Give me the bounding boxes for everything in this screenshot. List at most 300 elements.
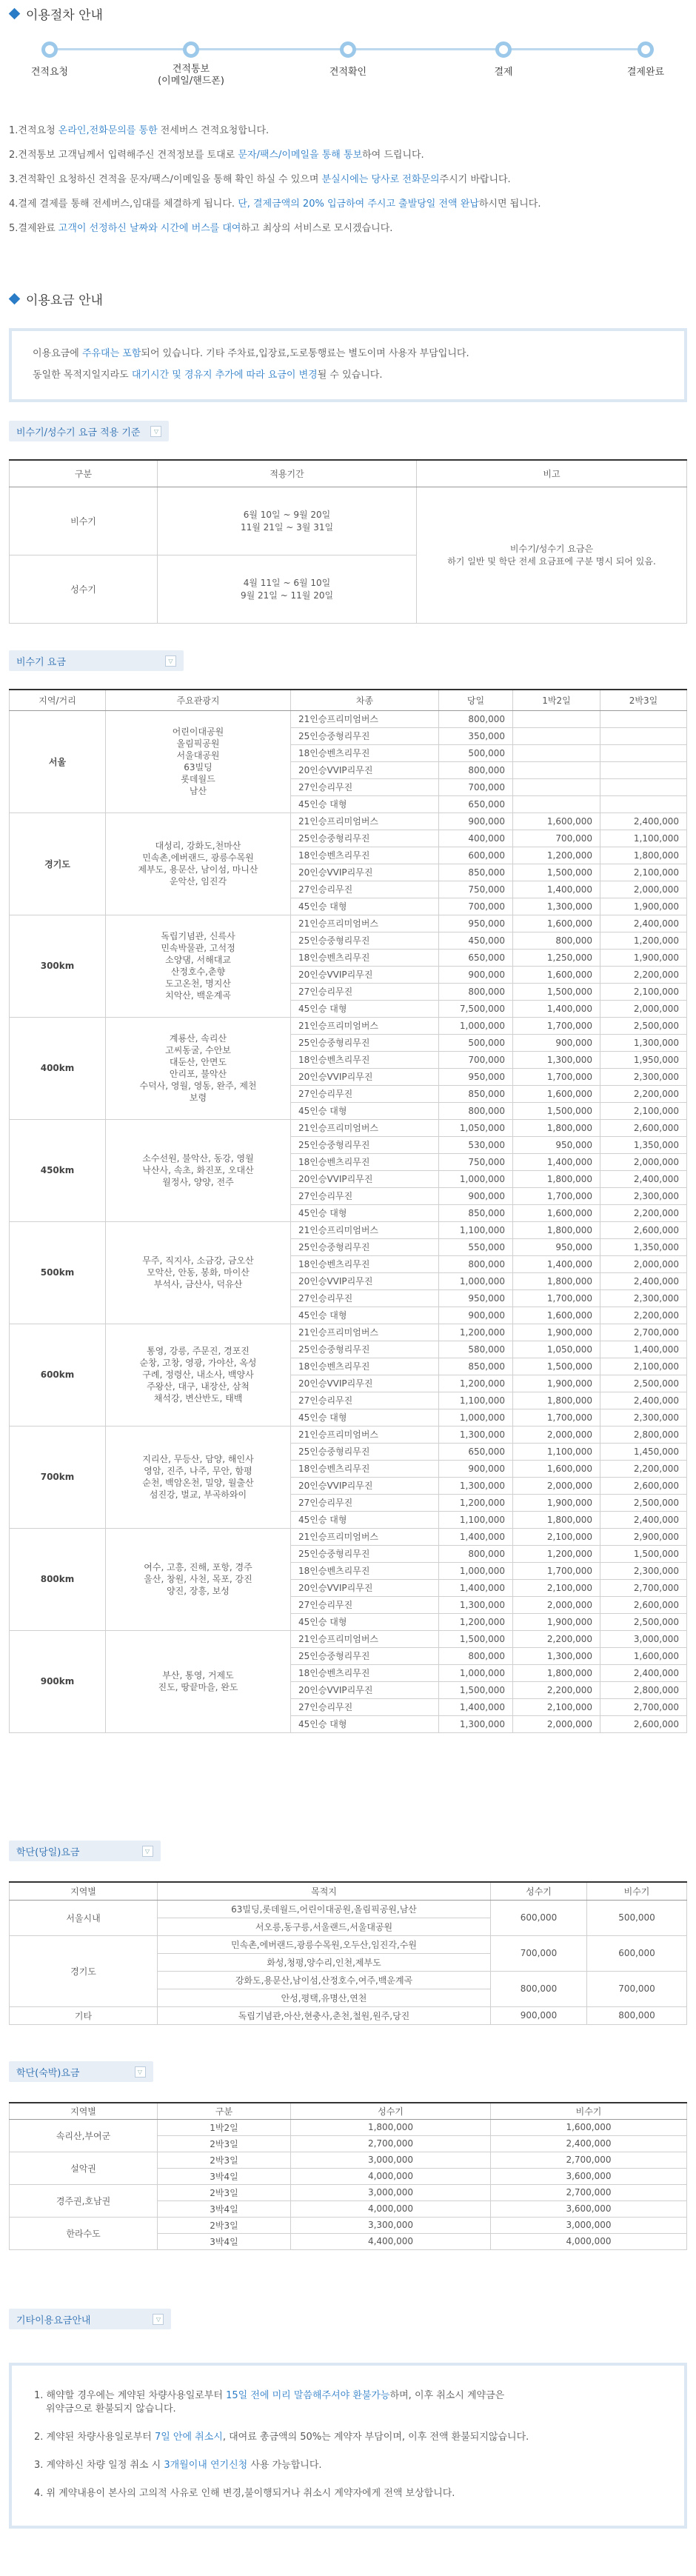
- car-cell: 25인승중형리무진: [291, 1341, 439, 1358]
- price-cell: 1,900,000: [513, 1375, 600, 1392]
- price-cell: 1,900,000: [513, 1324, 600, 1341]
- car-cell: 45인승 대형: [291, 1204, 439, 1221]
- car-cell: 20인승VVIP리무진: [291, 864, 439, 881]
- price-cell: 1,300,000: [513, 898, 600, 915]
- price-cell: 500,000: [439, 1034, 513, 1051]
- price-cell: 1,200,000: [439, 1324, 513, 1341]
- price-cell: 1,800,000: [513, 1664, 600, 1681]
- car-cell: 27인승리무진: [291, 1494, 439, 1511]
- price-cell: 2,600,000: [600, 1221, 687, 1238]
- price-cell: 800,000: [439, 983, 513, 1000]
- price-cell: 1,600,000: [513, 1307, 600, 1324]
- price-cell: 580,000: [439, 1341, 513, 1358]
- price-cell: 2,100,000: [600, 864, 687, 881]
- price-cell: 1,400,000: [439, 1579, 513, 1596]
- car-cell: 45인승 대형: [291, 898, 439, 915]
- price-cell: 1,800,000: [513, 1272, 600, 1289]
- dropdown-arrow-icon[interactable]: ▽: [153, 2314, 164, 2325]
- price-cell: 800,000: [439, 710, 513, 727]
- price-cell: 2,600,000: [600, 1477, 687, 1494]
- price-cell: 1,800,000: [513, 1221, 600, 1238]
- price-cell: 1,000,000: [439, 1170, 513, 1187]
- region-cell: 900km: [10, 1630, 106, 1732]
- car-cell: 45인승 대형: [291, 1102, 439, 1119]
- table-row: [10, 1324, 687, 1341]
- spots-cell: 대성리, 강화도,천마산 민속촌,에버랜드, 광릉수목원 제부도, 용문산, 남이섬, 마니산 운악산, 임진각: [106, 812, 291, 915]
- price-cell: [600, 778, 687, 795]
- price-cell: 1,500,000: [600, 1545, 687, 1562]
- car-cell: 45인승 대형: [291, 1613, 439, 1630]
- car-cell: 25인승중형리무진: [291, 830, 439, 847]
- price-cell: 900,000: [439, 1460, 513, 1477]
- price-cell: 900,000: [439, 1307, 513, 1324]
- price-cell: [513, 710, 600, 727]
- table-row: 3박4일 4,000,000 3,600,000: [10, 2200, 687, 2217]
- spots-cell: 여수, 고흥, 진해, 포항, 경주 울산, 창원, 사천, 목포, 강진 양진, 장흥, 보성: [106, 1528, 291, 1630]
- price-cell: 1,400,000: [439, 1528, 513, 1545]
- price-cell: 1,800,000: [600, 847, 687, 864]
- price-cell: 1,500,000: [439, 1681, 513, 1698]
- price-cell: 800,000: [439, 1545, 513, 1562]
- table-row: [10, 1426, 687, 1443]
- car-cell: 20인승VVIP리무진: [291, 1477, 439, 1494]
- price-cell: 2,400,000: [600, 915, 687, 932]
- price-cell: 750,000: [439, 881, 513, 898]
- proc-line: 3.견적확인 요청하신 견적을 문자/팩스/이메일을 통해 확인 하실 수 있으며 분실시에는 당사로 전화문의주시기 바랍니다.: [9, 174, 511, 185]
- car-cell: 45인승 대형: [291, 1511, 439, 1528]
- price-cell: 1,800,000: [513, 1392, 600, 1409]
- price-cell: 900,000: [513, 1034, 600, 1051]
- price-cell: 1,000,000: [439, 1017, 513, 1034]
- step-dot-icon: [495, 41, 512, 58]
- car-cell: 21인승프리미엄버스: [291, 1221, 439, 1238]
- car-cell: 20인승VVIP리무진: [291, 966, 439, 983]
- price-cell: 1,050,000: [439, 1119, 513, 1136]
- step-4: 결제: [459, 39, 548, 78]
- price-cell: 800,000: [439, 761, 513, 778]
- price-cell: 1,700,000: [513, 1409, 600, 1426]
- etc-line: 3. 계약하신 차량 일정 취소 시 3개월이내 연기신청 사용 가능합니다.: [34, 2460, 322, 2471]
- price-cell: 1,400,000: [513, 881, 600, 898]
- table-row: [10, 915, 687, 932]
- spots-cell: 통영, 강릉, 주문진, 경포진 순창, 고창, 영광, 가야산, 옥성 구례, 정령산, 내소사, 백양사 주왕산, 대구, 내장산, 삼척 채석강, 변산반도, 태백: [106, 1324, 291, 1426]
- price-cell: 1,300,000: [439, 1426, 513, 1443]
- season-tag: 비수기/성수기 요금 적용 기준 ▽: [9, 421, 169, 441]
- car-cell: 27인승리무진: [291, 1698, 439, 1715]
- step-3: 견적확인: [304, 39, 392, 78]
- car-cell: 27인승리무진: [291, 778, 439, 795]
- price-cell: 1,900,000: [513, 1613, 600, 1630]
- price-cell: 1,100,000: [439, 1221, 513, 1238]
- spots-cell: 소수선원, 불악산, 동강, 영월 낙산사, 속초, 화진포, 오대산 월정사, 양양, 전주: [106, 1119, 291, 1221]
- price-cell: 2,200,000: [600, 1307, 687, 1324]
- car-cell: 20인승VVIP리무진: [291, 1579, 439, 1596]
- region-cell: 경주권,호남권: [10, 2184, 158, 2217]
- proc-title: 이용절차 안내: [9, 4, 687, 22]
- spots-cell: 어린이대공원 올림픽공원 서울대공원 63빌딩 롯데월드 남산: [106, 710, 291, 812]
- spots-cell: 무주, 직지사, 소금강, 금오산 모악산, 안동, 봉화, 마이산 부석사, 금산사, 덕유산: [106, 1221, 291, 1324]
- price-cell: 950,000: [513, 1238, 600, 1255]
- price-cell: 1,000,000: [439, 1409, 513, 1426]
- price-cell: 1,700,000: [513, 1017, 600, 1034]
- car-cell: 18인승벤츠리무진: [291, 1562, 439, 1579]
- region-cell: 600km: [10, 1324, 106, 1426]
- price-cell: 900,000: [439, 812, 513, 830]
- price-cell: 1,600,000: [600, 1647, 687, 1664]
- etc-tag: 기타이용요금안내 ▽: [9, 2309, 171, 2329]
- price-cell: 1,950,000: [600, 1051, 687, 1068]
- price-cell: 2,200,000: [600, 966, 687, 983]
- price-cell: 1,500,000: [439, 1630, 513, 1647]
- region-cell: 한라수도: [10, 2217, 158, 2249]
- region-cell: 700km: [10, 1426, 106, 1528]
- price-cell: 1,500,000: [513, 983, 600, 1000]
- car-cell: 27인승리무진: [291, 1187, 439, 1204]
- step-2: 견적통보 (이메일/핸드폰): [147, 39, 235, 87]
- region-cell: 설악권: [10, 2152, 158, 2184]
- car-cell: 25인승중형리무진: [291, 1238, 439, 1255]
- price-cell: 1,400,000: [600, 1341, 687, 1358]
- car-cell: 27인승리무진: [291, 1085, 439, 1102]
- car-cell: 45인승 대형: [291, 1307, 439, 1324]
- price-cell: 1,300,000: [439, 1715, 513, 1732]
- car-cell: 27인승리무진: [291, 1289, 439, 1307]
- price-cell: [600, 710, 687, 727]
- price-cell: 400,000: [439, 830, 513, 847]
- region-cell: 400km: [10, 1017, 106, 1119]
- car-cell: 45인승 대형: [291, 1715, 439, 1732]
- table-row: 경주권,호남권 2박3일 3,000,000 2,700,000: [10, 2184, 687, 2200]
- etc-line: 2. 계약된 차량사용일로부터 7일 안에 취소시, 대여료 총금액의 50%는 계약자 부담이며, 이후 전액 환불되지않습니다.: [34, 2432, 529, 2443]
- off-season-table: 지역/거리 주요관광지 차종 당일 1박2일 2박3일 서울 어린이대공원 올림픽공원 서울대공원 63빌딩 롯데월드 남산 21인승프리미엄버스 800,000 25인승중형리무진 350,000 18인승벤츠리무진 500,000 20인승VVIP리무진 800,000 27인승리무진 700,000 45인승 대형 650,000 경기도 대성리, 강화도,천마산 민속촌,에버랜드, 광릉수목원 제부도, 용문산, 남이섬, 마니산 운악산, 임진각 21인승프리미엄버스 900,000 1,600,000 2,400,000 25인승중형리무진 400,000 700,000 1,100,000 18인승벤츠리무진 600,000 1,200,000 1,800,000 20인승VVIP리무진 850,000 1,500,000 2,100,000 27인승리무진 750,000 1,400,000 2,000,000 45인승 대형 700,000 1,300,000 1,900,000 300km 독립기념관, 신륵사 민속박물관, 고석정 소양댐, 서해대교 산정호수,춘향 도고온천, 명지산 치악산, 백운계곡 21인승프리미엄버스 950,000 1,600,000 2,400,000 25인승중형리무진 450,000 800,000 1,200,000 18인승벤츠리무진 650,000 1,250,000 1,900,000 20인승VVIP리무진 900,000 1,600,000 2,200,000 27인승리무진 800,000 1,500,000 2,100,000 45인승 대형 7,500,000 1,400,000 2,000,000 400km 계룡산, 속리산 고씨동굴, 수안보 대둔산, 안면도 안리포, 불악산 수덕사, 영월, 영동, 완주, 제천 보령 21인승프리미엄버스 1,000,000 1,700,000 2,500,000 25인승중형리무진 500,000 900,000 1,300,000 18인승벤츠리무진 700,000 1,300,000 1,950,000 20인승VVIP리무진 950,000 1,700,000 2,300,000 27인승리무진 850,000 1,600,000 2,200,000 45인승 대형 800,000 1,500,000 2,100,000 450km 소수선원, 불악산, 동강, 영월 낙산사, 속초, 화진포, 오대산 월정사, 양양, 전주 21인승프리미엄버스 1,050,000 1,800,000 2,600,000 25인승중형리무진 530,000 950,000 1,350,000 18인승벤츠리무진 750,000 1,400,000 2,000,000 20인승VVIP리무진 1,000,000 1,800,000 2,400,000 27인승리무진 900,000 1,700,000 2,300,000 45인승 대형 850,000 1,600,000 2,200,000 500km 무주, 직지사, 소금강, 금오산 모악산, 안동, 봉화, 마이산 부석사, 금산사, 덕유산 21인승프리미엄버스 1,100,000 1,800,000 2,600,000 25인승중형리무진 550,000 950,000 1,350,000 18인승벤츠리무진 800,000 1,400,000 2,000,000 20인승VVIP리무진 1,000,000 1,800,000 2,400,000 27인승리무진 950,000 1,700,000 2,300,000 45인승 대형 900,000 1,600,000 2,200,000 600km 통영, 강릉, 주문진, 경포진 순창, 고창, 영광, 가야산, 옥성 구례, 정령산, 내소사, 백양사 주왕산, 대구, 내장산, 삼척 채석강, 변산반도, 태백 21인승프리미엄버스 1,200,000 1,900,000 2,700,000 25인승중형리무진 580,000 1,050,000 1,400,000 18인승벤츠리무진 850,000 1,500,000 2,100,000 20인승VVIP리무진 1,200,000 1,900,000 2,500,000 27인승리무진 1,100,000 1,800,000 2,400,000 45인승 대형 1,000,000 1,700,000 2,300,000 700km 지리산, 무등산, 담양, 해인사 영암, 진주, 나주, 무안, 함평 순천, 백암온천, 밀양, 월출산 섬진강, 벌교, 부곡하와이 21인승프리미엄버스 1,300,000 2,000,000 2,800,000 25인승중형리무진 650,000 1,100,000 1,450,000 18인승벤츠리무진 900,000 1,600,000 2,200,000 20인승VVIP리무진 1,300,000 2,000,000 2,600,000 27인승리무진 1,200,000 1,900,000 2,500,000 45인승 대형 1,100,000 1,800,000 2,400,000 800km 여수, 고흥, 진해, 포항, 경주 울산, 창원, 사천, 목포, 강진 양진, 장흥, 보성 21인승프리미엄버스 1,400,000 2,100,000 2,900,000 25인승중형리무진 800,000 1,200,000 1,500,000 18인승벤츠리무진 1,000,000 1,700,000 2,300,000 20인승VVIP리무진 1,400,000 2,100,000 2,700,000 27인승리무진 1,300,000 2,000,000 2,600,000 45인승 대형 1,200,000 1,900,000 2,500,000 900km 부산, 통영, 거제도 진도, 땅끝마을, 완도 21인승프리미엄버스 1,500,000 2,200,000 3,000,000 25인승중형리무진 800,000 1,300,000 1,600,000 18인승벤츠리무진 1,000,000 1,800,000 2,400,000 20인승VVIP리무진 1,500,000 2,200,000 2,800,000 27인승리무진 1,400,000 2,100,000 2,700,000 45인승 대형 1,300,000 2,000,000 2,600,000: [9, 689, 687, 1733]
- car-cell: 20인승VVIP리무진: [291, 1681, 439, 1698]
- price-cell: 1,700,000: [513, 1068, 600, 1085]
- price-cell: 1,200,000: [439, 1494, 513, 1511]
- price-cell: 700,000: [439, 898, 513, 915]
- step-dot-icon: [638, 41, 654, 58]
- price-cell: 1,200,000: [600, 932, 687, 949]
- car-cell: 25인승중형리무진: [291, 1034, 439, 1051]
- price-cell: 2,100,000: [513, 1698, 600, 1715]
- price-cell: [513, 744, 600, 761]
- price-cell: 1,100,000: [513, 1443, 600, 1460]
- price-cell: 850,000: [439, 1204, 513, 1221]
- fee-title: 이용요금 안내: [9, 290, 687, 307]
- school-day-table: 지역별 목적지 성수기 비수기 서울시내 63빌딩,롯데월드,어린이대공원,올림픽공원,남산 600,000 500,000 서오릉,동구릉,서울랜드,서울대공원 경기도 민속촌,에버랜드,광릉수목원,오두산,임진각,수원 700,000 600,000 화성,청평,양수리,인천,제부도 강화도,용문산,남이섬,산정호수,여주,백운계곡 800,000 700,000 안성,평택,유명산,연천 기타 독립기념관,아산,현충사,춘천,철원,원주,당진 900,000 800,000: [9, 1881, 687, 2025]
- process-description: [9, 119, 687, 241]
- car-cell: 20인승VVIP리무진: [291, 1272, 439, 1289]
- car-cell: 21인승프리미엄버스: [291, 1528, 439, 1545]
- car-cell: 21인승프리미엄버스: [291, 812, 439, 830]
- price-cell: 2,800,000: [600, 1681, 687, 1698]
- car-cell: 18인승벤츠리무진: [291, 949, 439, 966]
- price-cell: 1,300,000: [439, 1596, 513, 1613]
- car-cell: 18인승벤츠리무진: [291, 1051, 439, 1068]
- school-stay-tag: 학단(숙박)요금 ▽: [9, 2061, 153, 2082]
- price-cell: 800,000: [439, 1255, 513, 1272]
- school-stay-table: 지역별 구분 성수기 비수기 속리산,부여군 1박2일 1,800,000 1,600,000 2박3일 2,700,000 2,400,000 설악권 2박3일 3,000,000 2,700,000 3박4일 4,000,000 3,600,000 경주권,호남권 2박3일 3,000,000 2,700,000 3박4일 4,000,000 3,600,000 한라수도 2박3일 3,300,000 3,000,000 3박4일 4,400,000 4,000,000: [9, 2102, 687, 2250]
- price-cell: 2,300,000: [600, 1409, 687, 1426]
- table-row: [10, 1221, 687, 1238]
- price-cell: 2,100,000: [600, 1102, 687, 1119]
- car-cell: 25인승중형리무진: [291, 1545, 439, 1562]
- car-cell: 25인승중형리무진: [291, 727, 439, 744]
- price-cell: [513, 778, 600, 795]
- price-cell: 2,700,000: [600, 1324, 687, 1341]
- price-cell: 2,000,000: [600, 1153, 687, 1170]
- price-cell: 450,000: [439, 932, 513, 949]
- price-cell: 2,400,000: [600, 1392, 687, 1409]
- price-cell: [513, 795, 600, 812]
- price-cell: 1,800,000: [513, 1511, 600, 1528]
- price-cell: 850,000: [439, 864, 513, 881]
- car-cell: 27인승리무진: [291, 983, 439, 1000]
- car-cell: 18인승벤츠리무진: [291, 1460, 439, 1477]
- price-cell: 1,600,000: [513, 1204, 600, 1221]
- region-cell: 속리산,부여군: [10, 2119, 158, 2152]
- price-cell: 1,200,000: [439, 1613, 513, 1630]
- price-cell: 1,900,000: [600, 898, 687, 915]
- season-table: 구분 적용기간 비고 비수기 6월 10일 ~ 9월 20일 11월 21일 ~ 3월 31일 비수기/성수기 요금은 하기 일반 및 학단 전세 요금표에 구분 명시 되어 있음. 성수기 4월 11일 ~ 6월 10일 9월 21일 ~ 11월 20일: [9, 459, 687, 624]
- price-cell: 1,500,000: [513, 1358, 600, 1375]
- price-cell: 1,200,000: [513, 847, 600, 864]
- price-cell: 2,000,000: [600, 1000, 687, 1017]
- price-cell: 2,500,000: [600, 1017, 687, 1034]
- price-cell: 1,100,000: [439, 1511, 513, 1528]
- car-cell: 27인승리무진: [291, 1392, 439, 1409]
- price-cell: 2,200,000: [600, 1085, 687, 1102]
- fee-line: 동일한 목적지일지라도 대기시간 및 경유지 추가에 따라 요금이 변경될 수 있습니다.: [33, 370, 383, 381]
- price-cell: 2,100,000: [600, 1358, 687, 1375]
- car-cell: 21인승프리미엄버스: [291, 1426, 439, 1443]
- region-cell: 500km: [10, 1221, 106, 1324]
- price-cell: 1,000,000: [439, 1664, 513, 1681]
- price-cell: 1,350,000: [600, 1238, 687, 1255]
- car-cell: 18인승벤츠리무진: [291, 1153, 439, 1170]
- price-cell: 1,200,000: [439, 1375, 513, 1392]
- car-cell: 45인승 대형: [291, 1000, 439, 1017]
- price-cell: [513, 761, 600, 778]
- price-cell: 2,900,000: [600, 1528, 687, 1545]
- etc-line: 4. 위 계약내용이 본사의 고의적 사유로 인해 변경,불이행되거나 취소시 계약자에게 전액 보상합니다.: [34, 2488, 455, 2499]
- price-cell: 650,000: [439, 1443, 513, 1460]
- table-row: 한라수도 2박3일 3,300,000 3,000,000: [10, 2217, 687, 2233]
- car-cell: 21인승프리미엄버스: [291, 1324, 439, 1341]
- spots-cell: 독립기념관, 신륵사 민속박물관, 고석정 소양댐, 서해대교 산정호수,춘향 도고온천, 명지산 치악산, 백운계곡: [106, 915, 291, 1017]
- price-cell: 1,800,000: [513, 1119, 600, 1136]
- proc-line: 4.결제 결제를 통해 전세버스,임대를 체결하게 됩니다. 단, 결제금액의 20% 입금하여 주시고 출발당일 전액 완납하시면 됩니다.: [9, 198, 541, 210]
- table-row: [10, 1528, 687, 1545]
- car-cell: 20인승VVIP리무진: [291, 1375, 439, 1392]
- step-dot-icon: [183, 41, 199, 58]
- region-cell: 경기도: [10, 812, 106, 915]
- car-cell: 25인승중형리무진: [291, 932, 439, 949]
- price-cell: 2,300,000: [600, 1289, 687, 1307]
- price-cell: 650,000: [439, 795, 513, 812]
- price-cell: 800,000: [439, 1647, 513, 1664]
- car-cell: 27인승리무진: [291, 1596, 439, 1613]
- process-steps: [9, 39, 687, 90]
- region-cell: 450km: [10, 1119, 106, 1221]
- table-row: 3박4일 4,000,000 3,600,000: [10, 2168, 687, 2184]
- price-cell: 700,000: [439, 1051, 513, 1068]
- price-cell: 2,000,000: [513, 1596, 600, 1613]
- price-cell: 2,500,000: [600, 1613, 687, 1630]
- car-cell: 45인승 대형: [291, 795, 439, 812]
- price-cell: [600, 727, 687, 744]
- price-cell: 2,600,000: [600, 1596, 687, 1613]
- car-cell: 20인승VVIP리무진: [291, 1170, 439, 1187]
- car-cell: 18인승벤츠리무진: [291, 1664, 439, 1681]
- spots-cell: 부산, 통영, 거제도 진도, 땅끝마을, 완도: [106, 1630, 291, 1732]
- car-cell: 27인승리무진: [291, 881, 439, 898]
- price-cell: 1,200,000: [513, 1545, 600, 1562]
- price-cell: 800,000: [439, 1102, 513, 1119]
- step-dot-icon: [41, 41, 58, 58]
- car-cell: 45인승 대형: [291, 1409, 439, 1426]
- price-cell: 1,900,000: [600, 949, 687, 966]
- price-cell: 1,900,000: [513, 1494, 600, 1511]
- price-cell: [600, 795, 687, 812]
- off-season-tag: 비수기 요금 ▽: [9, 650, 184, 671]
- table-row: 2박3일 2,700,000 2,400,000: [10, 2135, 687, 2152]
- price-cell: 2,500,000: [600, 1494, 687, 1511]
- price-cell: 2,100,000: [513, 1579, 600, 1596]
- fee-line: 이용요금에 주유대는 포함되어 있습니다. 기타 주차료,입장료,도로통행료는 별도이며 사용자 부담입니다.: [33, 348, 469, 359]
- price-cell: 1,600,000: [513, 1085, 600, 1102]
- price-cell: 2,400,000: [600, 1511, 687, 1528]
- price-cell: 2,400,000: [600, 812, 687, 830]
- table-row: [10, 1119, 687, 1136]
- price-cell: 2,300,000: [600, 1562, 687, 1579]
- price-cell: 1,500,000: [513, 864, 600, 881]
- price-cell: 650,000: [439, 949, 513, 966]
- car-cell: 18인승벤츠리무진: [291, 1358, 439, 1375]
- car-cell: 21인승프리미엄버스: [291, 1119, 439, 1136]
- price-cell: 2,100,000: [513, 1528, 600, 1545]
- region-cell: 서울: [10, 710, 106, 812]
- price-cell: 2,000,000: [513, 1426, 600, 1443]
- price-cell: 2,400,000: [600, 1664, 687, 1681]
- price-cell: 2,300,000: [600, 1068, 687, 1085]
- car-cell: 25인승중형리무진: [291, 1443, 439, 1460]
- spots-cell: 지리산, 무등산, 담양, 해인사 영암, 진주, 나주, 무안, 함평 순천, 백암온천, 밀양, 월출산 섬진강, 벌교, 부곡하와이: [106, 1426, 291, 1528]
- dropdown-arrow-icon[interactable]: ▽: [165, 655, 176, 667]
- price-cell: 2,200,000: [513, 1681, 600, 1698]
- price-cell: 1,500,000: [513, 1102, 600, 1119]
- price-cell: 1,000,000: [439, 1562, 513, 1579]
- car-cell: 21인승프리미엄버스: [291, 710, 439, 727]
- price-cell: 2,700,000: [600, 1579, 687, 1596]
- table-row: 설악권 2박3일 3,000,000 2,700,000: [10, 2152, 687, 2168]
- car-cell: 18인승벤츠리무진: [291, 744, 439, 761]
- price-cell: 2,800,000: [600, 1426, 687, 1443]
- diamond-icon: [9, 293, 21, 304]
- step-5: 결제완료: [601, 39, 690, 78]
- price-cell: 1,400,000: [513, 1255, 600, 1272]
- step-1: 견적요청: [5, 39, 94, 78]
- car-cell: 20인승VVIP리무진: [291, 761, 439, 778]
- price-cell: 350,000: [439, 727, 513, 744]
- price-cell: 2,100,000: [600, 983, 687, 1000]
- price-cell: 1,400,000: [439, 1698, 513, 1715]
- price-cell: 900,000: [439, 966, 513, 983]
- price-cell: 7,500,000: [439, 1000, 513, 1017]
- price-cell: 2,200,000: [600, 1204, 687, 1221]
- table-row: 속리산,부여군 1박2일 1,800,000 1,600,000: [10, 2119, 687, 2135]
- price-cell: 2,200,000: [513, 1630, 600, 1647]
- price-cell: 1,100,000: [439, 1392, 513, 1409]
- price-cell: 530,000: [439, 1136, 513, 1153]
- dropdown-arrow-icon[interactable]: ▽: [135, 2066, 146, 2078]
- car-cell: 25인승중형리무진: [291, 1136, 439, 1153]
- etc-notice-box: [9, 2363, 687, 2529]
- price-cell: 600,000: [439, 847, 513, 864]
- price-cell: 500,000: [439, 744, 513, 761]
- price-cell: 800,000: [513, 932, 600, 949]
- car-cell: 18인승벤츠리무진: [291, 847, 439, 864]
- price-cell: 1,600,000: [513, 812, 600, 830]
- price-cell: 1,300,000: [513, 1647, 600, 1664]
- price-cell: 1,400,000: [513, 1000, 600, 1017]
- price-cell: 950,000: [439, 915, 513, 932]
- diamond-icon: [9, 7, 21, 19]
- price-cell: 1,250,000: [513, 949, 600, 966]
- proc-line: 5.결제완료 고객이 선정하신 날짜와 시간에 버스를 대여하고 최상의 서비스로 모시겠습니다.: [9, 223, 393, 234]
- price-cell: [600, 744, 687, 761]
- proc-line: 1.견적요청 온라인,전화문의를 통한 전세버스 견적요청합니다.: [9, 125, 270, 136]
- price-cell: 2,000,000: [513, 1477, 600, 1494]
- proc-line: 2.견적통보 고객님께서 입력해주신 견적정보를 토대로 문자/팩스/이메일을 통해 통보하여 드립니다.: [9, 150, 424, 161]
- table-row: [10, 710, 687, 727]
- price-cell: 2,000,000: [513, 1715, 600, 1732]
- price-cell: 1,300,000: [600, 1034, 687, 1051]
- price-cell: 2,600,000: [600, 1715, 687, 1732]
- price-cell: 1,000,000: [439, 1272, 513, 1289]
- price-cell: 850,000: [439, 1358, 513, 1375]
- price-cell: 1,600,000: [513, 966, 600, 983]
- price-cell: 3,000,000: [600, 1630, 687, 1647]
- price-cell: 1,700,000: [513, 1187, 600, 1204]
- price-cell: 550,000: [439, 1238, 513, 1255]
- table-row: [10, 1017, 687, 1034]
- table-row: [10, 812, 687, 830]
- car-cell: 25인승중형리무진: [291, 1647, 439, 1664]
- table-row: [10, 1630, 687, 1647]
- price-cell: 1,400,000: [513, 1153, 600, 1170]
- price-cell: 850,000: [439, 1085, 513, 1102]
- price-cell: 1,450,000: [600, 1443, 687, 1460]
- school-day-tag: 학단(당일)요금 ▽: [9, 1841, 161, 1861]
- price-cell: 2,400,000: [600, 1170, 687, 1187]
- car-cell: 21인승프리미엄버스: [291, 915, 439, 932]
- dropdown-arrow-icon[interactable]: ▽: [142, 1846, 153, 1857]
- price-cell: 950,000: [513, 1136, 600, 1153]
- price-cell: 1,100,000: [600, 830, 687, 847]
- region-cell: 300km: [10, 915, 106, 1017]
- spots-cell: 계룡산, 속리산 고씨동굴, 수안보 대둔산, 안면도 안리포, 불악산 수덕사, 영월, 영동, 완주, 제천 보령: [106, 1017, 291, 1119]
- step-dot-icon: [340, 41, 356, 58]
- fee-notice-box: [9, 328, 687, 402]
- price-cell: 750,000: [439, 1153, 513, 1170]
- price-cell: 2,000,000: [600, 881, 687, 898]
- price-cell: 1,700,000: [513, 1562, 600, 1579]
- price-cell: 1,800,000: [513, 1170, 600, 1187]
- price-cell: 950,000: [439, 1068, 513, 1085]
- car-cell: 20인승VVIP리무진: [291, 1068, 439, 1085]
- dropdown-arrow-icon[interactable]: ▽: [150, 426, 161, 437]
- price-cell: 1,700,000: [513, 1289, 600, 1307]
